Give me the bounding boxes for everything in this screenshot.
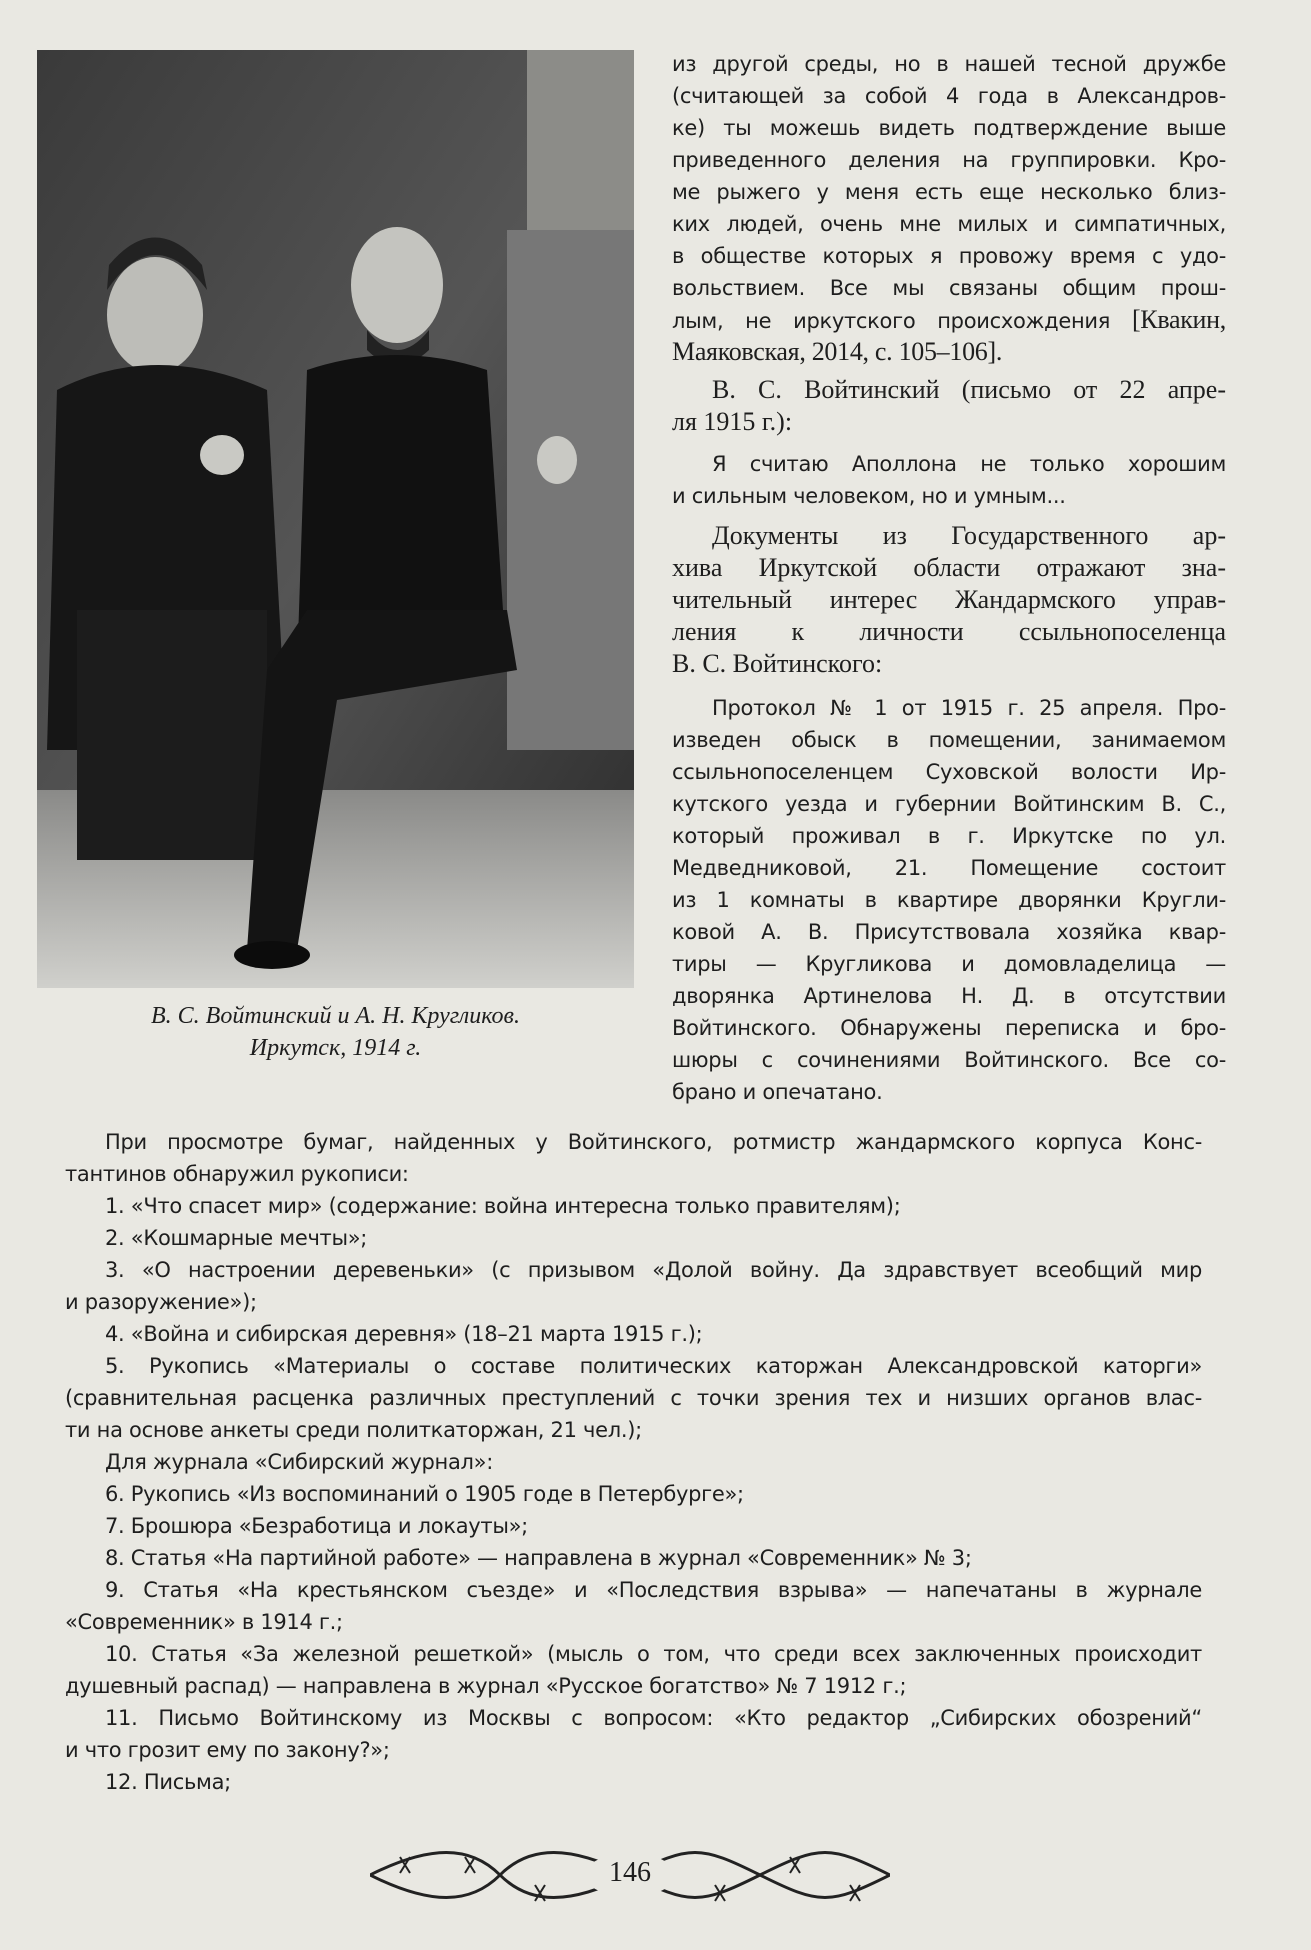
- text-line: из 1 комнаты в квартире дворянки Кругли-: [672, 888, 1226, 912]
- protocol-quote: [672, 692, 1226, 1108]
- list-item: 6. Рукопись «Из воспоминаний о 1905 годе в Петербурге»;: [105, 1482, 744, 1506]
- photo-caption: [37, 1000, 634, 1064]
- text-line: ковой А. В. Присутствовала хозяйка квар-: [672, 920, 1226, 944]
- text-line: ме рыжего у меня есть еще несколько близ-: [672, 180, 1226, 204]
- text-line: тиры — Кругликова и домовладелица —: [672, 952, 1226, 976]
- text-line: Документы из Государственного ар-: [712, 521, 1226, 550]
- text-line: и разоружение»);: [65, 1290, 257, 1314]
- text-line: вольствием. Все мы связаны общим прош-: [672, 276, 1226, 300]
- text-line: и что грозит ему по закону?»;: [65, 1738, 390, 1762]
- page-number: 146: [609, 1857, 651, 1888]
- text-line: (сравнительная расценка различных преступлений с точки зрения тех и низших органов влас-: [65, 1386, 1202, 1410]
- list-item: 7. Брошюра «Безработица и локауты»;: [105, 1514, 528, 1538]
- list-item: 10. Статья «За железной решеткой» (мысль о том, что среди всех заключенных происходит: [105, 1642, 1202, 1666]
- text-line: При просмотре бумаг, найденных у Войтинского, ротмистр жандармского корпуса Конс-: [105, 1130, 1202, 1154]
- text-line: Я считаю Аполлона не только хорошим: [712, 452, 1226, 476]
- text-fragment: лым, не иркутского происхождения: [672, 309, 1132, 333]
- text-line: ти на основе анкеты среди политкаторжан, 21 чел.);: [65, 1418, 642, 1442]
- caption-line: Иркутск, 1914 г.: [249, 1035, 422, 1061]
- caption-line: В. С. Войтинский и А. Н. Кругликов.: [151, 1003, 520, 1029]
- text-line: (считающей за собой 4 года в Александров-: [672, 84, 1226, 108]
- text-line: хива Иркутской области отражают зна-: [672, 553, 1226, 582]
- text-line: [672, 304, 1226, 336]
- list-item: 12. Письма;: [105, 1770, 231, 1794]
- list-item: 3. «О настроении деревеньки» (с призывом «Долой войну. Да здравствует всеобщий мир: [105, 1258, 1202, 1282]
- text-line: изведен обыск в помещении, занимаемом: [672, 728, 1226, 752]
- list-item: 9. Статья «На крестьянском съезде» и «Последствия взрыва» — напечатаны в журнале: [105, 1578, 1202, 1602]
- list-item: 4. «Война и сибирская деревня» (18–21 марта 1915 г.);: [105, 1322, 703, 1346]
- text-line: тантинов обнаружил рукописи:: [65, 1162, 409, 1186]
- text-line: и сильным человеком, но и умным...: [672, 484, 1066, 508]
- list-item: 8. Статья «На партийной работе» — направлена в журнал «Современник» № 3;: [105, 1546, 972, 1570]
- text-line: приведенного деления на группировки. Кро-: [672, 148, 1226, 172]
- letter-quote: [672, 48, 1226, 368]
- text-line: Протокол № 1 от 1915 г. 25 апреля. Про-: [712, 696, 1226, 720]
- text-line: шюры с сочинениями Войтинского. Все со-: [672, 1048, 1226, 1072]
- manuscripts-list: [65, 1126, 1202, 1798]
- text-line: Медведниковой, 21. Помещение состоит: [672, 856, 1226, 880]
- citation: Маяковская, 2014, с. 105–106].: [672, 337, 1003, 366]
- text-line: ссыльнопоселенцем Суховской волости Ир-: [672, 760, 1226, 784]
- text-line: душевный распад) — направлена в журнал «Русское богатство» № 7 1912 г.;: [65, 1674, 907, 1698]
- text-line: из другой среды, но в нашей тесной дружбе: [672, 52, 1226, 76]
- text-line: дворянка Артинелова Н. Д. в отсутствии: [672, 984, 1226, 1008]
- text-line: В. С. Войтинского:: [672, 649, 883, 678]
- text-line: «Современник» в 1914 г.;: [65, 1610, 343, 1634]
- text-line: чительный интерес Жандармского управ-: [672, 585, 1226, 614]
- list-item: 11. Письмо Войтинскому из Москвы с вопросом: «Кто редактор „Сибирских обозрений“: [105, 1706, 1202, 1730]
- list-item: 1. «Что спасет мир» (содержание: война интересна только правителям);: [105, 1194, 901, 1218]
- documents-paragraph: [672, 520, 1226, 680]
- text-line: ления к личности ссыльнопоселенца: [672, 617, 1226, 646]
- list-item: 5. Рукопись «Материалы о составе политических каторжан Александровской каторги»: [105, 1354, 1202, 1378]
- historical-photograph: [37, 50, 634, 988]
- page-footer: [370, 1845, 890, 1905]
- text-line: Войтинского. Обнаружены переписка и бро-: [672, 1016, 1226, 1040]
- quote: [672, 448, 1226, 512]
- text-line: который проживал в г. Иркутске по ул.: [672, 824, 1226, 848]
- intro-paragraph: [672, 374, 1226, 438]
- text-line: кутского уезда и губернии Войтинским В. С.,: [672, 792, 1226, 816]
- list-item: 2. «Кошмарные мечты»;: [105, 1226, 368, 1250]
- text-line: ких людей, очень мне милых и симпатичных,: [672, 212, 1226, 236]
- text-line: ке) ты можешь видеть подтверждение выше: [672, 116, 1226, 140]
- text-line: ля 1915 г.):: [672, 407, 793, 436]
- text-line: в обществе которых я провожу время с удо-: [672, 244, 1226, 268]
- text-line: В. С. Войтинский (письмо от 22 апре-: [712, 375, 1226, 404]
- citation: [Квакин,: [1131, 305, 1226, 334]
- right-column-text: [672, 48, 1226, 1108]
- list-subheading: Для журнала «Сибирский журнал»:: [105, 1450, 493, 1474]
- text-line: брано и опечатано.: [672, 1080, 883, 1104]
